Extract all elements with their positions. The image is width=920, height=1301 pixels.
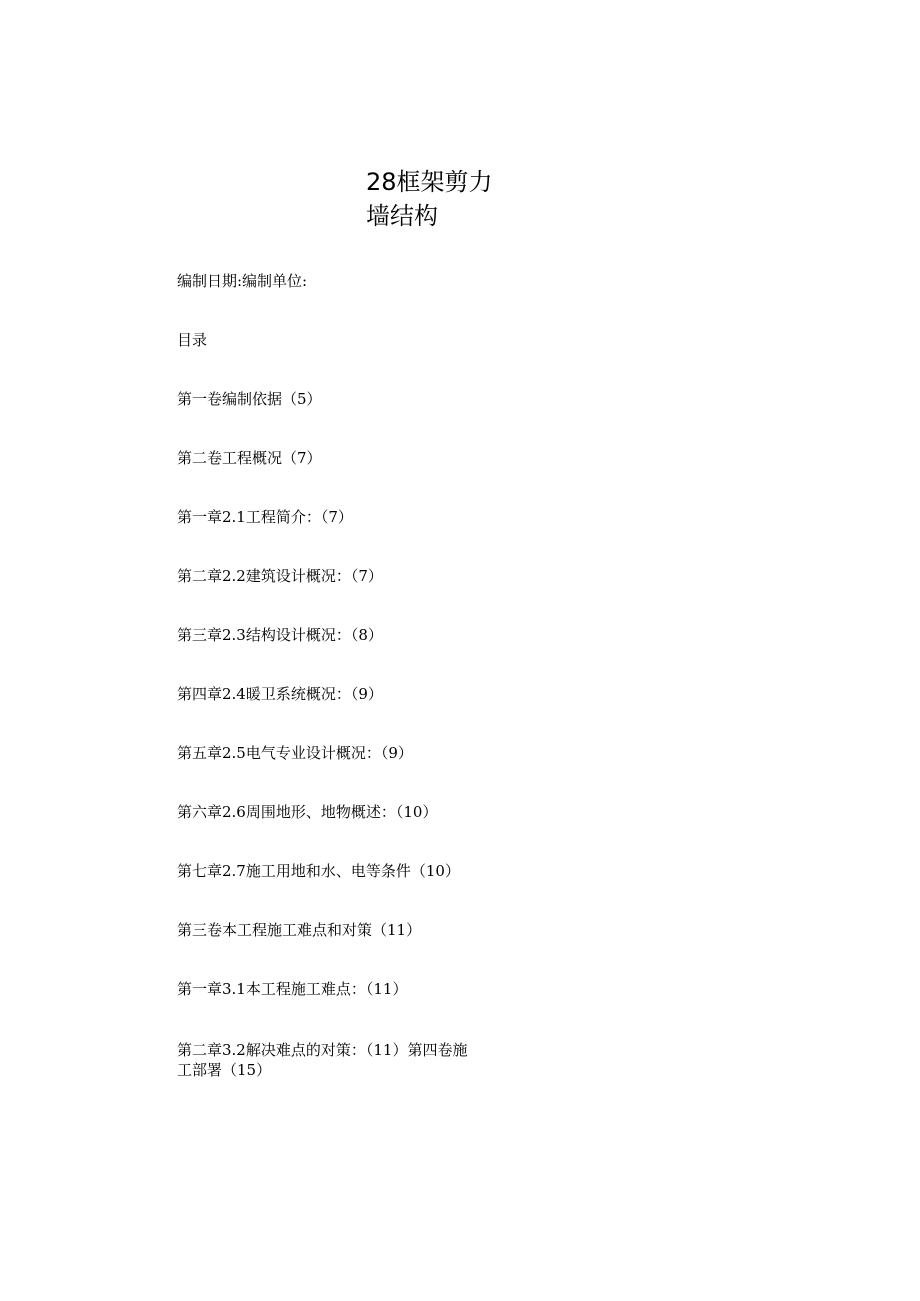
title-line-1: 28框架剪力: [366, 168, 493, 196]
compile-info: 编制日期:编制单位:: [177, 272, 308, 290]
toc-entry: 第三章2.3结构设计概况：（8）: [177, 626, 383, 644]
title-line-2: 墙结构: [366, 202, 438, 230]
toc-entry: 第四章2.4暖卫系统概况：（9）: [177, 685, 383, 703]
toc-entry-wrapped: [177, 1040, 527, 1080]
toc-heading: 目录: [177, 331, 208, 349]
toc-entry: 第七章2.7施工用地和水、电等条件（10）: [177, 862, 460, 880]
toc-entry: 第二章2.2建筑设计概况：（7）: [177, 567, 383, 585]
toc-entry: 第二卷工程概况（7）: [177, 449, 322, 467]
toc-entry: 第三卷本工程施工难点和对策（11）: [177, 921, 422, 939]
toc-entry: 第五章2.5电气专业设计概况：（9）: [177, 744, 413, 762]
toc-entry-line-2: 工部署（15）: [177, 1061, 272, 1079]
toc-entry: 第六章2.6周围地形、地物概述：（10）: [177, 803, 438, 821]
toc-entry: 第一卷编制依据（5）: [177, 390, 322, 408]
toc-entry: 第一章3.1本工程施工难点：（11）: [177, 980, 408, 998]
document-title: [366, 165, 546, 233]
toc-entry: 第一章2.1工程简介：（7）: [177, 508, 353, 526]
toc-entry-line-1: 第二章3.2解决难点的对策：（11）第四卷施: [177, 1041, 468, 1059]
